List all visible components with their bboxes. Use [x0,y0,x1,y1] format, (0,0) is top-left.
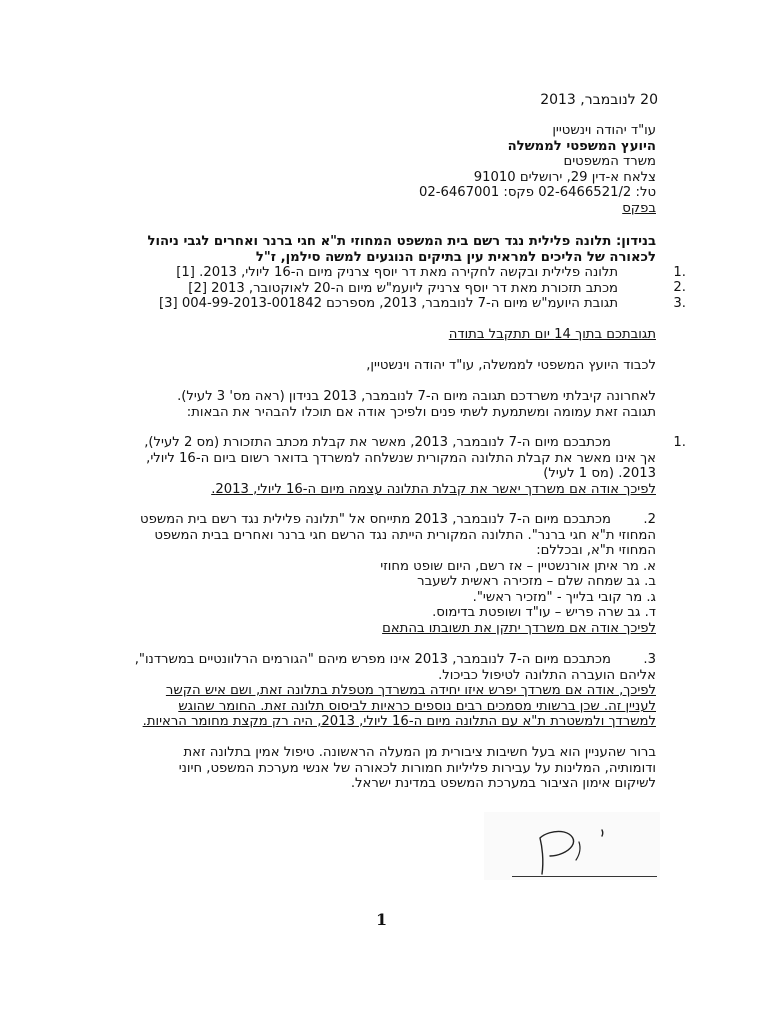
closing-line: ודומותיה, המלינות על עבירות פליליות חמורות לכאורה של אנשי מערכת המשפט, חיוני [178,760,656,776]
reference-number: 3. [673,296,686,311]
item-line: מכתבכם מיום ה-7 לנובמבר, 2013, מאשר את קבלת מכתב התזכורת (מס 2 לעיל), [144,435,611,450]
subject-line-2: לכאורה של הליכים למראית עין בתיקים הנוגעים למשה סילמן, ז"ל [255,249,656,265]
item-request: לעניין זה. שכן ברשותי מסמכים רבים נוספים כראיות לביסוס תלונה זאת. החומר שהוגש [178,698,656,714]
reference-item: מכתב תזכורת מאת דר יוסף צרניק ליועמ"ש מיום ה-20 לאוקטובר, 2013 [2] [188,280,618,296]
closing-paragraph [120,745,656,792]
sub-item: ב. גב שמחה שלם – מזכירה ראשית לשעבר [417,574,656,589]
item-number: 2. [643,512,656,527]
subject-line-1: בנידון: תלונה פלילית נגד רשם בית המשפט המחוזי ת"א חגי ברנר ואחרים לגבי ניהול [147,234,656,249]
closing-line: ברור שהעניין הוא בעל חשיבות ציבורית מן המעלה הראשונה. טיפול אמין בתלונה זאת [183,745,656,760]
addressee-block [120,123,656,216]
item-request: לפיכך אודה אם משרדך יתקן את תשובתו בהתאם [382,620,656,636]
item-line-text: מכתבכם מיום ה-7 לנובמבר, 2013 מתייחס אל "תלונה פלילית נגד רשם בית המשפט [140,512,611,527]
item-line-text: מכתבכם מיום ה-7 לנובמבר, 2013 אינו מפרש מיהם "הגורמים הרלוונטיים במשרדנו", [134,652,611,667]
closing-line: לשיקום אימון הציבור במערכת המשפט במדינת ישראל. [350,776,656,791]
sub-item: א. מר איתן אורנשטיין – אז רשם, היום שופט מחוזי [380,558,656,574]
item-paragraph-2 [120,512,656,636]
item-request: לפיכך אודה אם משרדך יאשר את קבלת התלונה עצמה מיום ה-16 ליולי, 2013. [211,481,656,497]
item-paragraph-3 [120,652,656,730]
reference-item: תלונה פלילית ובקשה לחקירה מאת דר יוסף צרניק מיום ה-16 ליולי, 2013. [1] [176,265,618,280]
item-line: אליהם הועברה התלונה לטיפול כביכול. [438,667,656,683]
addressee-title: היועץ המשפטי לממשלה [507,138,656,154]
reference-number: 1. [673,265,686,280]
addressee-name: עו"ד יהודה וינשטיין [552,123,656,138]
intro-line: לאחרונה קיבלתי משרדכם תגובה מיום ה-7 לנובמבר, 2013 בנידון (ראה מס' 3 לעיל). [177,389,656,404]
addressee-address: צלאח א-דין 29, ירושלים 91010 [473,169,656,185]
item-request: לפיכך, אודה אם משרדך יפרש איזו יחידה במשרדך מטפלת בתלונה זאת, ושם איש הקשר [165,683,656,698]
reference-item: תגובת היועמ"ש מיום ה-7 לנובמבר, 2013, מספרכם 004-99-2013-001842 [3] [158,296,618,311]
addressee-phone: טל: 02-6466521/2 פקס: 02-6467001 [418,185,656,200]
item-line: אך אינו מאשר את קבלת התלונה המקורית שנשלחה למשרדך בדואר רשום ביום ה-16 ליולי, [146,450,656,466]
sub-item: ד. גב שרה פריש – עו"ד ושופטת בדימוס. [432,605,656,620]
signature-line [512,876,657,877]
letter-date: 20 לנובמבר, 2013 [540,92,658,108]
intro-paragraph [120,389,656,420]
sub-item: ג. מר קובי בלייך - "מזכיר ראשי". [472,589,656,605]
subject-block [120,234,656,265]
reference-number: 2. [673,280,686,295]
item-number: 3. [643,652,656,667]
item-line [120,512,656,528]
salutation: לכבוד היועץ המשפטי לממשלה, עו"ד יהודה וינשטיין, [366,358,656,373]
intro-line: תגובה זאת עמומה ומשתמעת לשתי פנים ולפיכך אודה אם תוכלו להבהיר את הבאות: [186,404,656,420]
addressee-office: משרד המשפטים [563,154,656,169]
item-line [120,652,656,668]
page-number: 1 [376,910,388,929]
handwritten-signature [484,812,660,880]
item-line: המחוזי ת"א חגי ברנר". התלונה המקורית הייתה נגד הרשם חגי ברנר ואחרים בבית המשפט [154,527,656,543]
item-number: 1. [673,435,686,450]
item-paragraph-1 [120,435,656,497]
item-line: המחוזי ת"א, ובכללם: [536,543,656,558]
item-request: למשרדך ולמשטרת ת"א עם התלונה מיום ה-16 ליולי, 2013, היה רק מקצת מחומר הראיות. [142,714,656,729]
references-list [120,265,618,312]
item-line: 2013. (מס 1 לעיל) [543,466,656,481]
delivery-method: בפקס [622,200,656,216]
response-request-heading: תגובתכם בתוך 14 יום תתקבל בתודה [448,327,656,342]
